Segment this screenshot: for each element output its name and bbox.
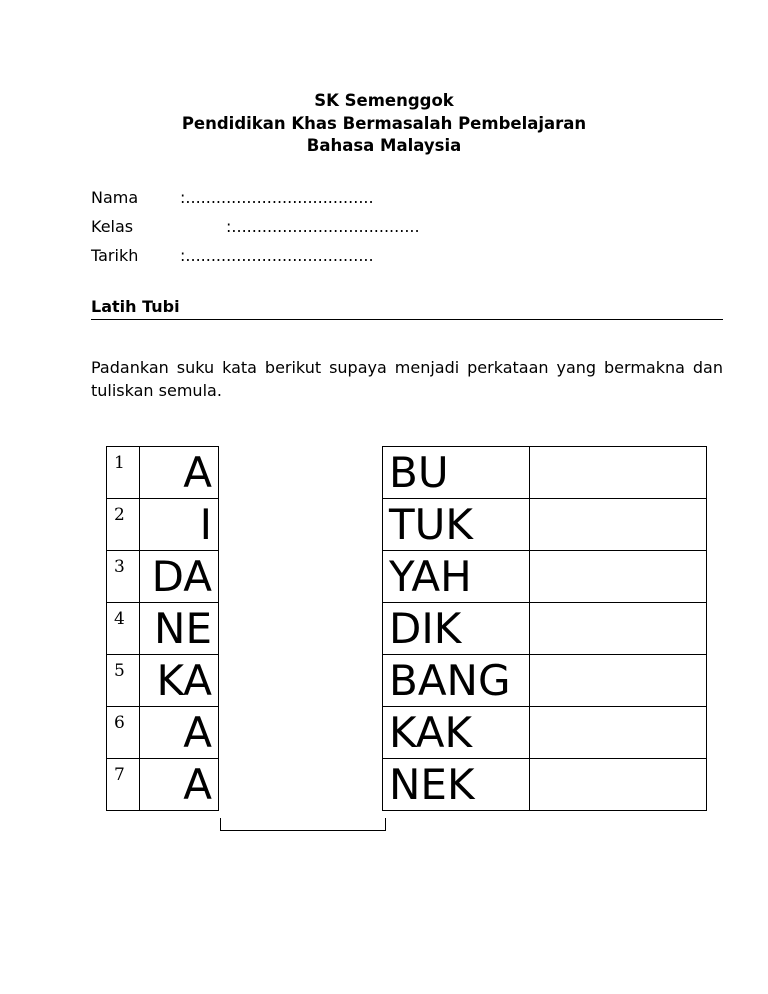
name-blank: :..................................... xyxy=(180,188,374,207)
row-number: 4 xyxy=(107,603,140,655)
gap-column-bottom xyxy=(220,818,386,831)
table-row xyxy=(107,499,707,551)
worksheet-header xyxy=(0,90,768,158)
name-field xyxy=(91,188,374,207)
section-divider xyxy=(91,319,723,320)
left-syllable: DA xyxy=(140,551,219,603)
row-number: 5 xyxy=(107,655,140,707)
row-number: 7 xyxy=(107,759,140,811)
name-label: Nama xyxy=(91,188,139,207)
right-syllable: BANG xyxy=(383,655,530,707)
right-syllable: BU xyxy=(383,447,530,499)
table-row xyxy=(107,707,707,759)
answer-box[interactable] xyxy=(530,603,707,655)
row-number: 1 xyxy=(107,447,140,499)
matching-gap xyxy=(219,603,383,655)
answer-box[interactable] xyxy=(530,655,707,707)
table-row xyxy=(107,655,707,707)
left-syllable: A xyxy=(140,759,219,811)
matching-gap xyxy=(219,447,383,499)
left-syllable: A xyxy=(140,707,219,759)
left-syllable: I xyxy=(140,499,219,551)
date-blank: :..................................... xyxy=(180,246,374,265)
answer-box[interactable] xyxy=(530,551,707,603)
row-number: 2 xyxy=(107,499,140,551)
school-name: SK Semenggok xyxy=(314,91,454,110)
right-syllable: TUK xyxy=(383,499,530,551)
class-blank: :..................................... xyxy=(226,217,420,236)
row-number: 3 xyxy=(107,551,140,603)
date-label: Tarikh xyxy=(91,246,139,265)
matching-table xyxy=(106,446,707,811)
right-syllable: DIK xyxy=(383,603,530,655)
right-syllable: NEK xyxy=(383,759,530,811)
table-row xyxy=(107,551,707,603)
right-syllable: KAK xyxy=(383,707,530,759)
table-row xyxy=(107,447,707,499)
instruction-text: Padankan suku kata berikut supaya menjadi perkataan yang bermakna dan tuliskan semula. xyxy=(91,358,723,400)
left-syllable: KA xyxy=(140,655,219,707)
answer-box[interactable] xyxy=(530,759,707,811)
matching-gap xyxy=(219,707,383,759)
left-syllable: NE xyxy=(140,603,219,655)
answer-box[interactable] xyxy=(530,707,707,759)
answer-box[interactable] xyxy=(530,499,707,551)
matching-gap xyxy=(219,759,383,811)
table-row xyxy=(107,759,707,811)
matching-gap xyxy=(219,551,383,603)
row-number: 6 xyxy=(107,707,140,759)
section-title: Latih Tubi xyxy=(91,297,180,316)
table-row xyxy=(107,603,707,655)
program-name: Pendidikan Khas Bermasalah Pembelajaran xyxy=(181,113,587,133)
left-syllable: A xyxy=(140,447,219,499)
subject-name: Bahasa Malaysia xyxy=(306,136,462,155)
right-syllable: YAH xyxy=(383,551,530,603)
date-field xyxy=(91,246,374,265)
answer-box[interactable] xyxy=(530,447,707,499)
class-field xyxy=(91,217,420,236)
matching-gap xyxy=(219,655,383,707)
matching-gap xyxy=(219,499,383,551)
class-label: Kelas xyxy=(91,217,134,236)
